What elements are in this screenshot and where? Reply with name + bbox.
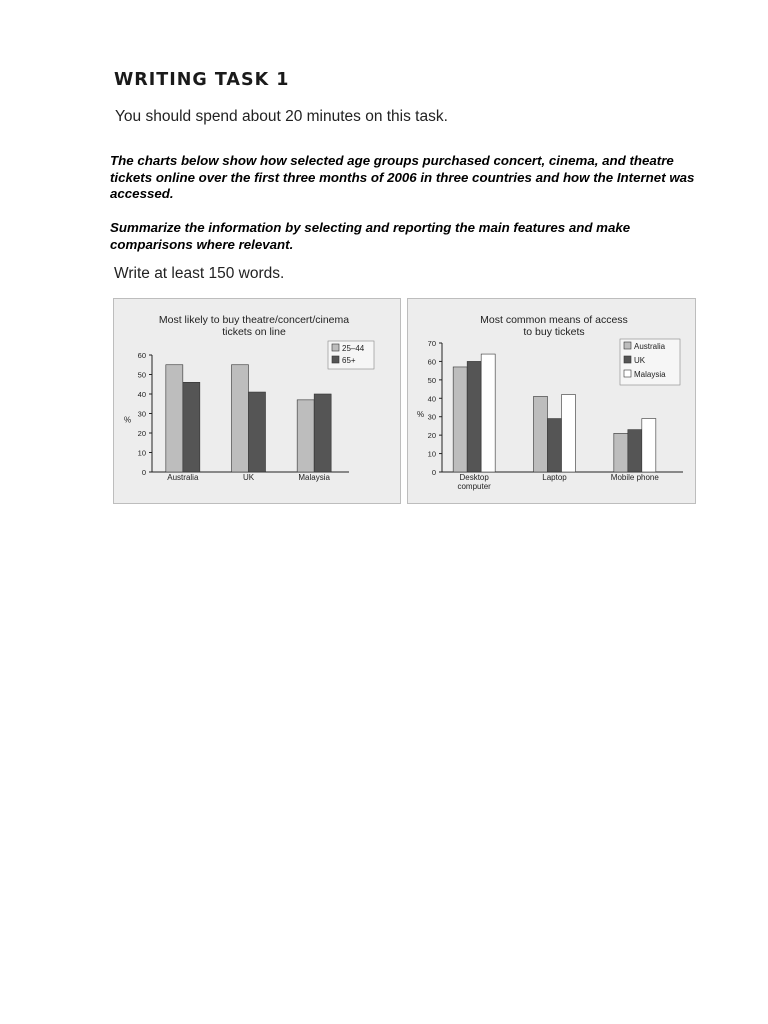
chart-title-line-1: to buy tickets bbox=[523, 326, 585, 338]
legend-swatch-1 bbox=[624, 356, 631, 363]
y-axis-unit-label: % bbox=[417, 409, 425, 419]
task-heading: WRITING TASK 1 bbox=[114, 70, 290, 90]
chart-panel-age-groups bbox=[113, 298, 401, 504]
bar-desktop-computer-uk bbox=[467, 361, 481, 472]
y-tick-label-30: 30 bbox=[427, 412, 436, 422]
category-label-1-0: Laptop bbox=[542, 473, 567, 482]
y-tick-label-40: 40 bbox=[137, 390, 146, 399]
legend-label-1: UK bbox=[634, 356, 646, 365]
bar-australia-65- bbox=[183, 382, 200, 472]
y-tick-label-30: 30 bbox=[137, 409, 146, 419]
legend-label-2: Malaysia bbox=[634, 370, 666, 379]
legend-label-1: 65+ bbox=[342, 356, 356, 365]
y-tick-label-20: 20 bbox=[137, 429, 146, 438]
category-label-2-0: Mobile phone bbox=[610, 473, 659, 482]
bar-mobile-phone-uk bbox=[628, 430, 642, 472]
legend-label-0: Australia bbox=[634, 342, 666, 351]
y-tick-label-70: 70 bbox=[427, 339, 436, 348]
category-label-0-1: computer bbox=[457, 482, 491, 491]
chart-title-line-0: Most common means of access bbox=[480, 314, 628, 326]
chart-title-line-0: Most likely to buy theatre/concert/cinema bbox=[158, 314, 350, 326]
bar-laptop-malaysia bbox=[562, 395, 576, 472]
legend-swatch-1 bbox=[332, 356, 339, 363]
y-tick-label-60: 60 bbox=[137, 351, 146, 360]
bar-desktop-computer-australia bbox=[453, 367, 467, 472]
category-label-0-0: Desktop bbox=[459, 473, 489, 482]
bar-australia-25-44 bbox=[166, 365, 183, 472]
legend-swatch-0 bbox=[624, 342, 631, 349]
chart-panel-access-means bbox=[407, 298, 696, 504]
legend-swatch-0 bbox=[332, 344, 339, 351]
bar-mobile-phone-australia bbox=[614, 433, 628, 472]
y-tick-label-50: 50 bbox=[137, 370, 146, 380]
y-tick-label-10: 10 bbox=[137, 448, 146, 458]
y-tick-label-40: 40 bbox=[427, 394, 436, 404]
legend-label-0: 25–44 bbox=[342, 344, 365, 353]
word-requirement: Write at least 150 words. bbox=[114, 265, 285, 282]
y-tick-label-50: 50 bbox=[427, 375, 436, 385]
bar-desktop-computer-malaysia bbox=[481, 354, 495, 472]
bar-mobile-phone-malaysia bbox=[642, 419, 656, 472]
category-label-1-0: UK bbox=[242, 473, 255, 482]
bar-malaysia-25-44 bbox=[297, 400, 314, 472]
bar-laptop-australia bbox=[534, 396, 548, 472]
y-tick-label-0: 0 bbox=[431, 468, 436, 477]
bar-uk-25-44 bbox=[232, 365, 249, 472]
y-tick-label-20: 20 bbox=[427, 431, 436, 441]
time-note: You should spend about 20 minutes on this task. bbox=[115, 108, 448, 125]
category-label-0-0: Australia bbox=[167, 473, 199, 482]
bar-malaysia-65- bbox=[314, 394, 331, 472]
y-tick-label-60: 60 bbox=[427, 357, 436, 367]
task-prompt-description: The charts below show how selected age groups purchased concert, cinema, and theatre tickets online over the first three months of 2006 in three countries and how the Internet was accessed. bbox=[110, 153, 695, 201]
task-prompt-instruction: Summarize the information by selecting and reporting the main features and make comparisons where relevant. bbox=[110, 220, 631, 252]
chart-title-line-1: tickets on line bbox=[222, 326, 286, 338]
age-groups-bar-chart bbox=[114, 299, 402, 505]
category-label-2-0: Malaysia bbox=[298, 473, 330, 482]
legend-swatch-2 bbox=[624, 370, 631, 377]
access-means-bar-chart bbox=[408, 299, 697, 505]
y-axis-unit-label: % bbox=[124, 415, 132, 425]
bar-laptop-uk bbox=[548, 419, 562, 472]
y-tick-label-10: 10 bbox=[427, 449, 436, 459]
y-tick-label-0: 0 bbox=[141, 468, 146, 477]
bar-uk-65- bbox=[249, 392, 266, 472]
